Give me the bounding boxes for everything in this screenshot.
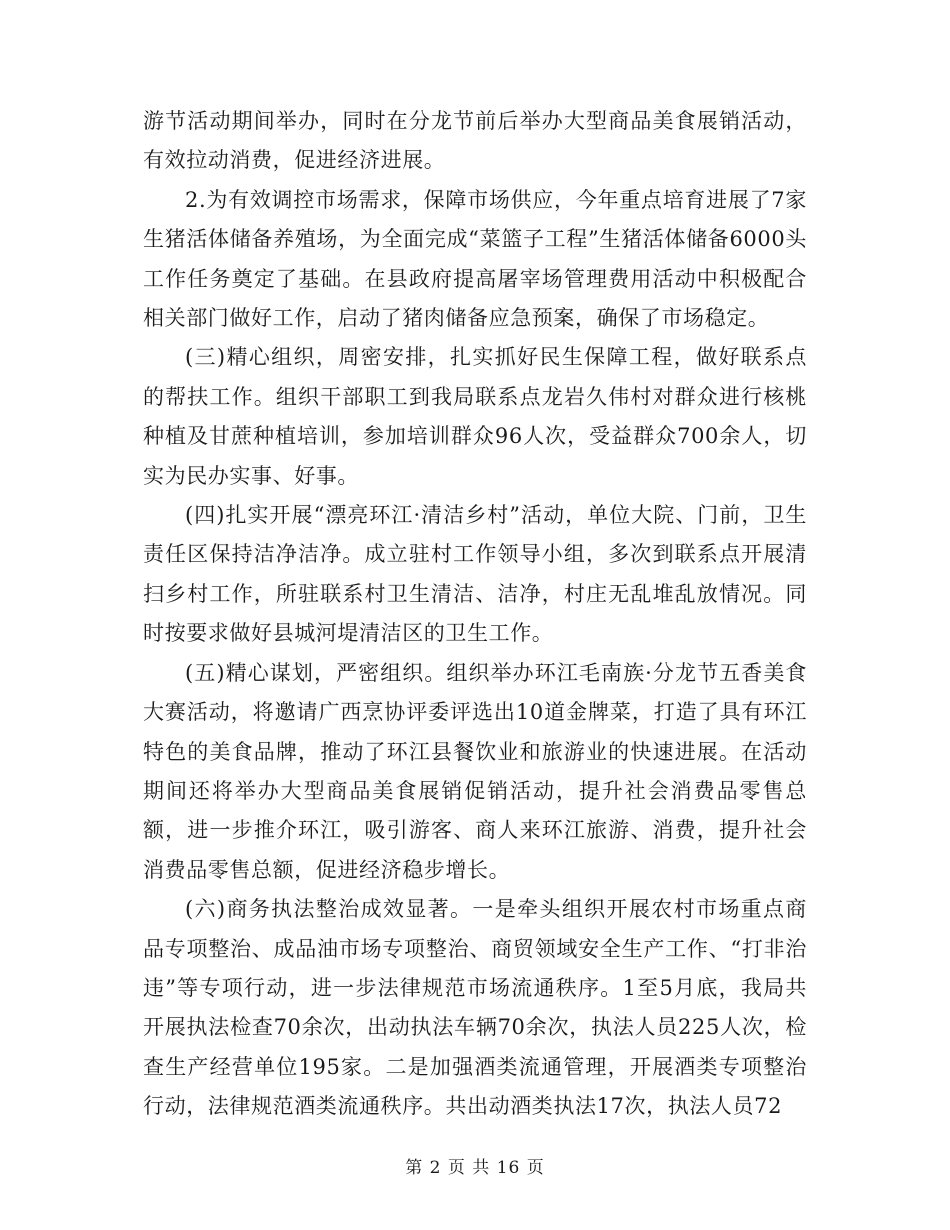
paragraph-item-2: 2.为有效调控市场需求，保障市场供应，今年重点培育进展了7家生猪活体储备养殖场，为全面完成“菜篮子工程”生猪活体储备6000头工作任务奠定了基础。在县政府提高屠宰场管理费用活动中积极配合相关部门做好工作，启动了猪肉储备应急预案，确保了市场稳定。 — [143, 187, 807, 331]
paragraph-section-6: (六)商务执法整治成效显著。一是牵头组织开展农村市场重点商品专项整治、成品油市场专项整治、商贸领域安全生产工作、“打非治违”等专项行动，进一步法律规范市场流通秩序。1至5月底，我局共开展执法检查70余次，出动执法车辆70余次，执法人员225人次，检查生产经营单位195家。二是加强酒类流通管理，开展酒类专项整治行动，法律规范酒类流通秩序。共出动酒类执法17次，执法人员72 — [143, 897, 807, 1119]
document-body — [143, 102, 807, 1127]
paragraph-section-3: (三)精心组织，周密安排，扎实抓好民生保障工程，做好联系点的帮扶工作。组织干部职工到我局联系点龙岩久伟村对群众进行核桃种植及甘蔗种植培训，参加培训群众96人次，受益群众700余人，切实为民办实事、好事。 — [143, 345, 807, 488]
paragraph-section-5: (五)精心谋划，严密组织。组织举办环江毛南族·分龙节五香美食大赛活动，将邀请广西烹协评委评选出10道金牌菜，打造了具有环江特色的美食品牌，推动了环江县餐饮业和旅游业的快速进展。在活动期间还将举办大型商品美食展销促销活动，提升社会消费品零售总额，进一步推介环江，吸引游客、商人来环江旅游、消费，提升社会消费品零售总额，促进经济稳步增长。 — [143, 660, 807, 882]
paragraph-continuation: 游节活动期间举办，同时在分龙节前后举办大型商品美食展销活动，有效拉动消费，促进经济进展。 — [143, 109, 807, 173]
page-number-footer: 第 2 页 共 16 页 — [405, 1158, 545, 1178]
paragraph-section-4: (四)扎实开展“漂亮环江·清洁乡村”活动，单位大院、门前，卫生责任区保持洁净洁净。成立驻村工作领导小组，多次到联系点开展清扫乡村工作，所驻联系村卫生清洁、洁净，村庄无乱堆乱放情况。同时按要求做好县城河堤清洁区的卫生工作。 — [143, 503, 807, 646]
